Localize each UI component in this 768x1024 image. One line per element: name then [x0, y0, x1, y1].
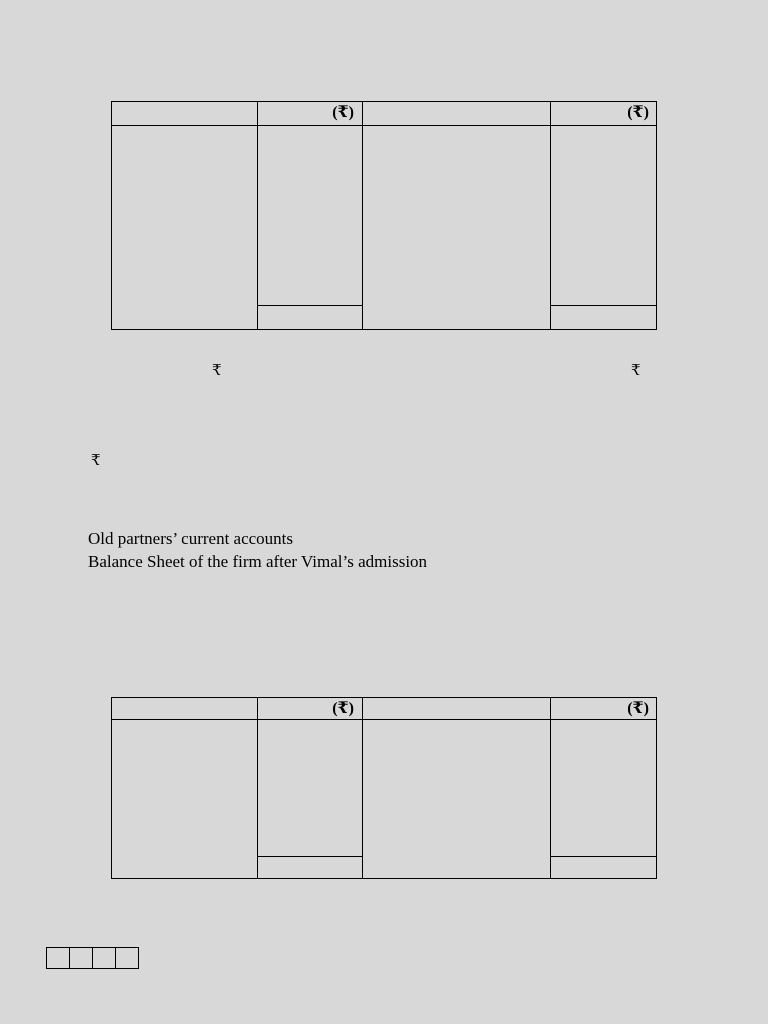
- balance-sheet-heading: Balance Sheet of the firm after Vimal’s admission: [88, 552, 428, 571]
- amount-column-header: (₹): [627, 700, 649, 717]
- rupee-symbol: ₹: [631, 363, 641, 379]
- amount-column-header: (₹): [332, 700, 354, 717]
- column-divider: [257, 698, 258, 878]
- column-divider: [550, 698, 551, 878]
- header-divider: [112, 125, 656, 126]
- top-ledger-table: [111, 101, 657, 330]
- amount-column-header: (₹): [627, 104, 649, 121]
- code-box: [116, 948, 138, 968]
- bottom-ledger-table: [111, 697, 657, 879]
- rupee-symbol: ₹: [91, 453, 101, 469]
- amount-column-header: (₹): [332, 104, 354, 121]
- code-box: [93, 948, 116, 968]
- code-box: [70, 948, 93, 968]
- column-divider: [257, 102, 258, 329]
- column-divider: [362, 102, 363, 329]
- current-accounts-heading: Old partners’ current accounts: [88, 529, 294, 548]
- total-row-divider: [257, 305, 363, 306]
- total-row-divider: [550, 856, 656, 857]
- answer-code-boxes: [46, 947, 139, 969]
- rupee-symbol: ₹: [212, 363, 222, 379]
- total-row-divider: [550, 305, 656, 306]
- column-divider: [362, 698, 363, 878]
- total-row-divider: [257, 856, 363, 857]
- column-divider: [550, 102, 551, 329]
- code-box: [47, 948, 70, 968]
